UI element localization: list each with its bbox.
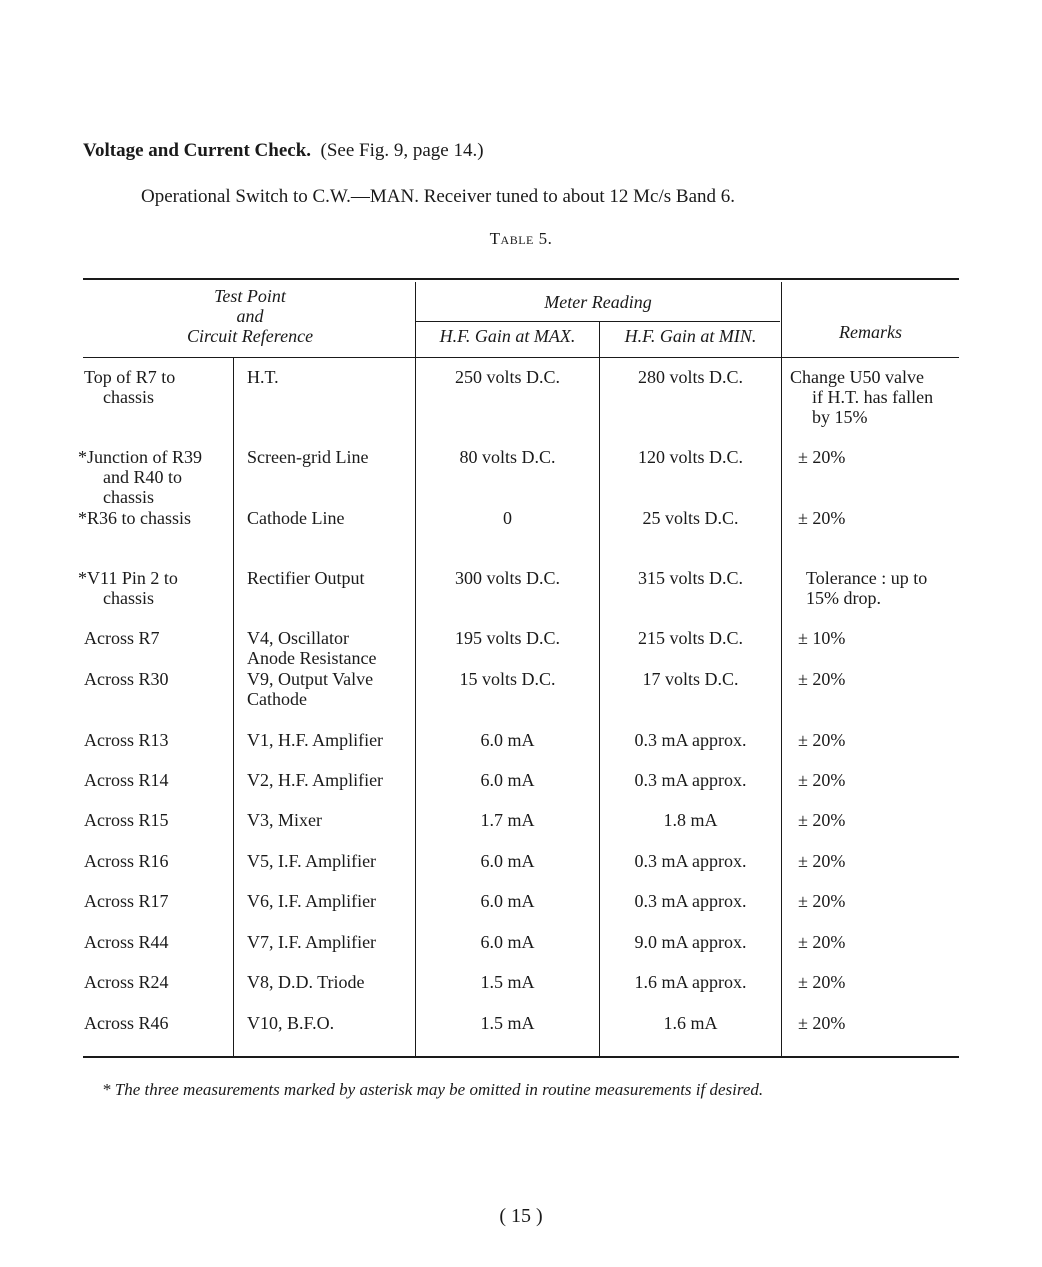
cell-remarks-line: ± 20% <box>798 447 846 467</box>
cell-circuit-reference-line: Anode Resistance <box>247 648 377 668</box>
heading-title: Voltage and Current Check. <box>83 140 312 161</box>
cell-remarks <box>790 568 960 608</box>
cell-remarks <box>790 628 960 648</box>
cell-gain-min <box>600 891 781 911</box>
header-test-point-line: and <box>236 306 264 326</box>
cell-gain-min-line: 1.8 mA <box>663 810 718 830</box>
cell-gain-max-line: 195 volts D.C. <box>454 628 560 648</box>
cell-circuit-reference <box>247 568 412 588</box>
cell-circuit-reference-line: Cathode Line <box>247 508 345 528</box>
cell-remarks <box>790 891 960 911</box>
cell-circuit-reference <box>247 367 412 387</box>
cell-remarks-line: ± 20% <box>798 851 846 871</box>
cell-test-point-line: *V11 Pin 2 to <box>78 568 178 588</box>
cell-remarks-line: ± 20% <box>798 508 846 528</box>
cell-remarks <box>790 669 960 689</box>
cell-remarks-line: ± 20% <box>798 972 846 992</box>
section-heading <box>83 140 484 162</box>
cell-gain-max <box>416 891 599 911</box>
cell-remarks <box>790 972 960 992</box>
cell-gain-max <box>416 447 599 467</box>
setup-instructions: Operational Switch to C.W.—MAN. Receiver tuned to about 12 Mc/s Band 6. <box>141 186 736 207</box>
cell-remarks <box>790 851 960 871</box>
cell-circuit-reference <box>247 669 412 709</box>
cell-remarks <box>790 932 960 952</box>
footnote: * The three measurements marked by asterisk may be omitted in routine measurements if desired. <box>102 1080 764 1099</box>
cell-circuit-reference-line: V9, Output Valve <box>247 669 374 689</box>
cell-circuit-reference <box>247 770 412 790</box>
cell-circuit-reference <box>247 972 412 992</box>
cell-gain-min <box>600 972 781 992</box>
cell-gain-max <box>416 932 599 952</box>
cell-circuit-reference <box>247 851 412 871</box>
cell-test-point <box>78 508 228 528</box>
cell-circuit-reference-line: V6, I.F. Amplifier <box>247 891 377 911</box>
cell-test-point-line: Across R17 <box>84 891 169 911</box>
cell-test-point <box>78 568 228 608</box>
cell-test-point-line: chassis <box>103 387 154 407</box>
cell-circuit-reference-line: H.T. <box>247 367 279 387</box>
cell-circuit-reference <box>247 1013 412 1033</box>
cell-remarks <box>790 447 960 467</box>
cell-circuit-reference-line: V5, I.F. Amplifier <box>247 851 377 871</box>
cell-gain-max-line: 15 volts D.C. <box>459 669 556 689</box>
cell-gain-max <box>416 628 599 648</box>
cell-gain-max-line: 6.0 mA <box>480 730 535 750</box>
cell-gain-max <box>416 972 599 992</box>
cell-gain-min-line: 25 volts D.C. <box>642 508 739 528</box>
cell-gain-max <box>416 568 599 588</box>
cell-circuit-reference <box>247 932 412 952</box>
cell-circuit-reference <box>247 628 412 668</box>
cell-test-point-line: Top of R7 to <box>84 367 176 387</box>
cell-gain-min-line: 1.6 mA approx. <box>634 972 747 992</box>
cell-gain-max-line: 0 <box>503 508 512 528</box>
cell-circuit-reference-line: Cathode <box>247 689 307 709</box>
cell-gain-min-line: 9.0 mA approx. <box>634 932 747 952</box>
column-divider <box>781 282 782 1056</box>
cell-remarks <box>790 1013 960 1033</box>
cell-test-point-line: *Junction of R39 <box>78 447 202 467</box>
cell-circuit-reference-line: V10, B.F.O. <box>247 1013 335 1033</box>
cell-remarks-line: ± 20% <box>798 891 846 911</box>
cell-gain-min <box>600 628 781 648</box>
cell-gain-min <box>600 568 781 588</box>
cell-gain-max-line: 6.0 mA <box>480 770 535 790</box>
cell-gain-min <box>600 810 781 830</box>
cell-test-point <box>78 810 228 830</box>
header-gain-max: H.F. Gain at MAX. <box>439 326 576 346</box>
cell-remarks-line: if H.T. has fallen <box>812 387 934 407</box>
cell-test-point-line: *R36 to chassis <box>78 508 192 528</box>
cell-gain-max-line: 80 volts D.C. <box>459 447 556 467</box>
cell-test-point <box>78 669 228 689</box>
cell-circuit-reference-line: V7, I.F. Amplifier <box>247 932 377 952</box>
cell-circuit-reference <box>247 891 412 911</box>
cell-gain-max-line: 6.0 mA <box>480 891 535 911</box>
cell-gain-min <box>600 770 781 790</box>
cell-test-point-line: Across R46 <box>84 1013 169 1033</box>
cell-circuit-reference-line: V3, Mixer <box>247 810 322 830</box>
cell-circuit-reference-line: V8, D.D. Triode <box>247 972 365 992</box>
cell-gain-min <box>600 1013 781 1033</box>
cell-gain-max <box>416 851 599 871</box>
cell-test-point <box>78 447 228 507</box>
cell-gain-min <box>600 669 781 689</box>
table-top-rule <box>83 278 959 280</box>
cell-gain-max-line: 1.5 mA <box>480 1013 535 1033</box>
cell-gain-max <box>416 810 599 830</box>
header-test-point-line: Circuit Reference <box>186 326 314 346</box>
cell-test-point-line: Across R14 <box>84 770 169 790</box>
cell-gain-min <box>600 851 781 871</box>
cell-gain-min <box>600 730 781 750</box>
cell-test-point <box>78 770 228 790</box>
cell-test-point <box>78 972 228 992</box>
cell-remarks-line: by 15% <box>812 407 868 427</box>
cell-circuit-reference <box>247 810 412 830</box>
cell-remarks <box>790 810 960 830</box>
cell-circuit-reference-line: V4, Oscillator <box>247 628 349 648</box>
cell-circuit-reference-line: Rectifier Output <box>247 568 365 588</box>
cell-gain-max <box>416 730 599 750</box>
cell-circuit-reference <box>247 730 412 750</box>
cell-test-point-line: Across R7 <box>84 628 160 648</box>
header-bottom-rule <box>83 357 959 358</box>
cell-remarks-line: Tolerance : up to <box>806 568 928 588</box>
cell-remarks-line: 15% drop. <box>806 588 881 608</box>
cell-gain-min-line: 0.3 mA approx. <box>634 851 747 871</box>
cell-gain-min-line: 1.6 mA <box>663 1013 718 1033</box>
cell-test-point-line: Across R24 <box>84 972 169 992</box>
header-remarks: Remarks <box>839 322 902 342</box>
cell-gain-max-line: 1.5 mA <box>480 972 535 992</box>
cell-gain-min <box>600 508 781 528</box>
header-test-point <box>150 286 350 346</box>
cell-gain-min-line: 315 volts D.C. <box>637 568 743 588</box>
cell-test-point <box>78 851 228 871</box>
cell-circuit-reference-line: V2, H.F. Amplifier <box>247 770 384 790</box>
cell-test-point <box>78 1013 228 1033</box>
cell-gain-min-line: 0.3 mA approx. <box>634 770 747 790</box>
cell-test-point-line: Across R30 <box>84 669 169 689</box>
cell-gain-max <box>416 508 599 528</box>
cell-remarks-line: ± 20% <box>798 1013 846 1033</box>
header-test-point-line: Test Point <box>214 286 286 306</box>
cell-test-point-line: Across R44 <box>84 932 169 952</box>
cell-remarks-line: Change U50 valve <box>790 367 924 387</box>
cell-gain-max <box>416 669 599 689</box>
cell-test-point <box>78 891 228 911</box>
cell-remarks-line: ± 20% <box>798 730 846 750</box>
cell-remarks <box>790 508 960 528</box>
cell-gain-min-line: 0.3 mA approx. <box>634 730 747 750</box>
cell-remarks <box>790 770 960 790</box>
cell-remarks <box>790 730 960 750</box>
cell-test-point-line: Across R16 <box>84 851 169 871</box>
header-meter-reading: Meter Reading <box>544 292 652 312</box>
heading-reference: (See Fig. 9, page 14.) <box>320 140 484 161</box>
cell-gain-max <box>416 367 599 387</box>
cell-gain-min <box>600 447 781 467</box>
cell-gain-min-line: 17 volts D.C. <box>642 669 739 689</box>
cell-gain-max-line: 6.0 mA <box>480 932 535 952</box>
table-bottom-rule <box>83 1056 959 1058</box>
cell-gain-max <box>416 1013 599 1033</box>
cell-gain-min-line: 120 volts D.C. <box>637 447 743 467</box>
cell-remarks-line: ± 10% <box>798 628 846 648</box>
cell-gain-max <box>416 770 599 790</box>
cell-gain-max-line: 6.0 mA <box>480 851 535 871</box>
meter-header-rule <box>416 321 780 322</box>
cell-circuit-reference <box>247 508 412 528</box>
column-divider <box>233 358 234 1056</box>
page-number: ( 15 ) <box>499 1205 543 1227</box>
header-gain-min: H.F. Gain at MIN. <box>624 326 757 346</box>
cell-remarks <box>790 367 960 427</box>
cell-gain-max-line: 250 volts D.C. <box>454 367 560 387</box>
cell-test-point-line: chassis <box>103 487 154 507</box>
cell-gain-max-line: 300 volts D.C. <box>454 568 560 588</box>
cell-gain-min-line: 0.3 mA approx. <box>634 891 747 911</box>
cell-remarks-line: ± 20% <box>798 932 846 952</box>
cell-circuit-reference-line: Screen-grid Line <box>247 447 369 467</box>
cell-test-point <box>78 367 228 407</box>
cell-remarks-line: ± 20% <box>798 770 846 790</box>
cell-test-point-line: and R40 to <box>103 467 182 487</box>
cell-test-point <box>78 628 228 648</box>
cell-remarks-line: ± 20% <box>798 810 846 830</box>
cell-gain-min-line: 215 volts D.C. <box>637 628 743 648</box>
cell-circuit-reference-line: V1, H.F. Amplifier <box>247 730 384 750</box>
cell-test-point-line: chassis <box>103 588 154 608</box>
cell-circuit-reference <box>247 447 412 467</box>
cell-gain-min <box>600 367 781 387</box>
cell-gain-min-line: 280 volts D.C. <box>637 367 743 387</box>
table-caption: Table 5. <box>489 229 553 248</box>
cell-test-point <box>78 730 228 750</box>
cell-test-point <box>78 932 228 952</box>
cell-test-point-line: Across R13 <box>84 730 169 750</box>
cell-gain-min <box>600 932 781 952</box>
cell-gain-max-line: 1.7 mA <box>480 810 535 830</box>
cell-remarks-line: ± 20% <box>798 669 846 689</box>
cell-test-point-line: Across R15 <box>84 810 169 830</box>
